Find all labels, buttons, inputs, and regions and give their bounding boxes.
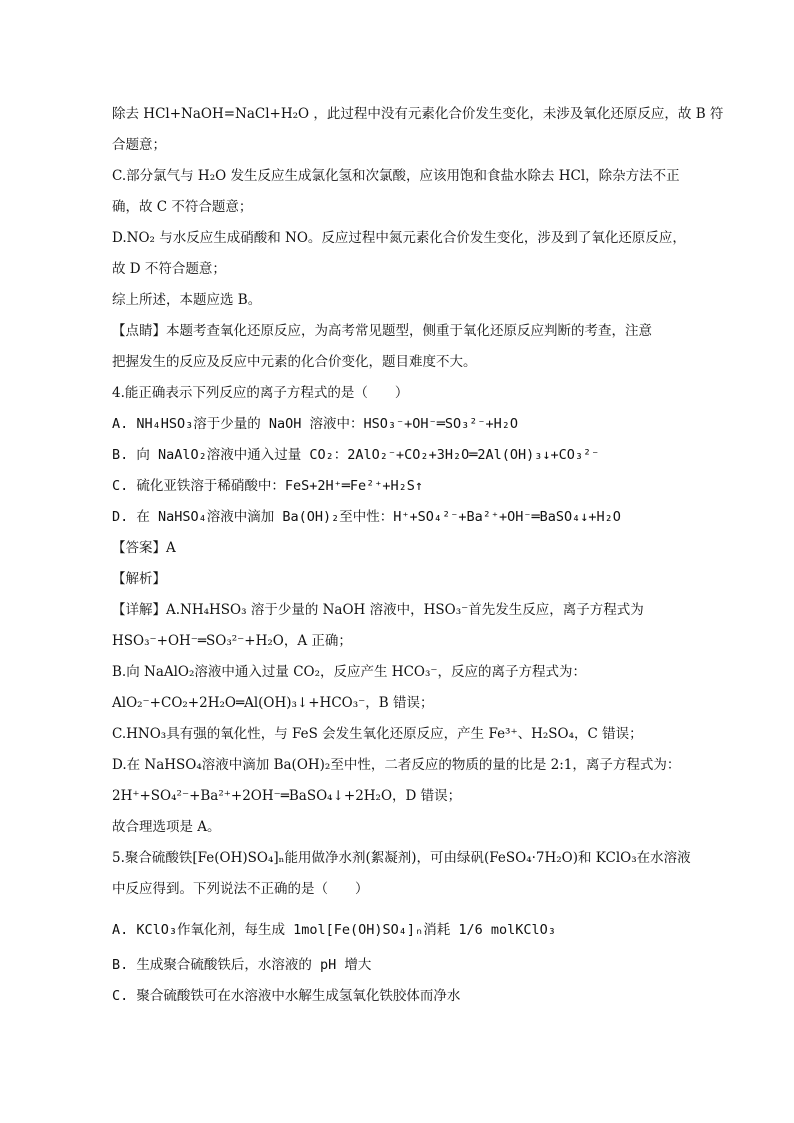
text-line: C.HNO₃具有强的氧化性，与 FeS 会发生氧化还原反应，产生 Fe³⁺、H₂SO₄，C 错误；: [112, 726, 643, 742]
text-line: HSO₃⁻+OH⁻═SO₃²⁻+H₂O，A 正确；: [112, 633, 352, 649]
text-line: 【详解】A.NH₄HSO₃ 溶于少量的 NaOH 溶液中，HSO₃⁻首先发生反应，离子方程式为: [112, 602, 644, 618]
text-line: 故合理选项是 A。: [112, 819, 221, 835]
text-line: AlO₂⁻+CO₂+2H₂O═Al(OH)₃↓+HCO₃⁻，B 错误；: [112, 695, 434, 711]
option-a: A. KClO₃作氧化剂，每生成 1mol[Fe(OH)SO₄]ₙ消耗 1/6 molKClO₃: [112, 922, 556, 938]
option-b: B. 向 NaAlO₂溶液中通入过量 CO₂：2AlO₂⁻+CO₂+3H₂O═2Al(OH)₃↓+CO₃²⁻: [112, 447, 600, 463]
answer-label: 【答案】A: [112, 540, 176, 556]
option-d: D. 在 NaHSO₄溶液中滴加 Ba(OH)₂至中性：H⁺+SO₄²⁻+Ba²⁺+OH⁻═BaSO₄↓+H₂O: [112, 509, 621, 525]
option-c: C. 硫化亚铁溶于稀硝酸中：FeS+2H⁺═Fe²⁺+H₂S↑: [112, 478, 424, 494]
text-line: D.在 NaHSO₄溶液中滴加 Ba(OH)₂至中性，二者反应的物质的量的比是 2:1，离子方程式为：: [112, 757, 681, 773]
text-line: D.NO₂ 与水反应生成硝酸和 NO。反应过程中氮元素化合价发生变化，涉及到了氧化还原反应，: [112, 230, 686, 246]
text-line: 合题意；: [112, 137, 166, 153]
text-line: 综上所述，本题应选 B。: [112, 292, 262, 308]
text-line: 【点睛】本题考查氧化还原反应，为高考常见题型，侧重于氧化还原反应判断的考查，注意: [112, 323, 652, 339]
text-line: C.部分氯气与 H₂O 发生反应生成氯化氢和次氯酸，应该用饱和食盐水除去 HCl，除杂方法不正: [112, 168, 680, 184]
text-line: B.向 NaAlO₂溶液中通入过量 CO₂，反应产生 HCO₃⁻，反应的离子方程式为：: [112, 664, 587, 680]
question-5-stem: 5.聚合硫酸铁[Fe(OH)SO₄]ₙ能用做净水剂(絮凝剂)，可由绿矾(FeSO₄·7H₂O)和 KClO₃在水溶液: [112, 850, 691, 866]
option-a: A. NH₄HSO₃溶于少量的 NaOH 溶液中：HSO₃⁻+OH⁻═SO₃²⁻+H₂O: [112, 416, 518, 432]
text-line: 故 D 不符合题意；: [112, 261, 226, 277]
question-4-stem: 4.能正确表示下列反应的离子方程式的是（ ）: [112, 385, 409, 401]
text-line: 除去 HCl+NaOH=NaCl+H₂O ，此过程中没有元素化合价发生变化，未涉及氧化还原反应，故 B 符: [112, 106, 724, 122]
text-line: 2H⁺+SO₄²⁻+Ba²⁺+2OH⁻═BaSO₄↓+2H₂O，D 错误；: [112, 788, 462, 804]
analysis-label: 【解析】: [112, 571, 166, 587]
text-line: 确，故 C 不符合题意；: [112, 199, 253, 215]
text-line: 把握发生的反应及反应中元素的化合价变化，题目难度不大。: [112, 354, 477, 370]
text-line: 中反应得到。下列说法不正确的是（ ）: [112, 881, 369, 897]
option-b: B. 生成聚合硫酸铁后，水溶液的 pH 增大: [112, 957, 372, 973]
option-c: C. 聚合硫酸铁可在水溶液中水解生成氢氧化铁胶体而净水: [112, 988, 461, 1004]
